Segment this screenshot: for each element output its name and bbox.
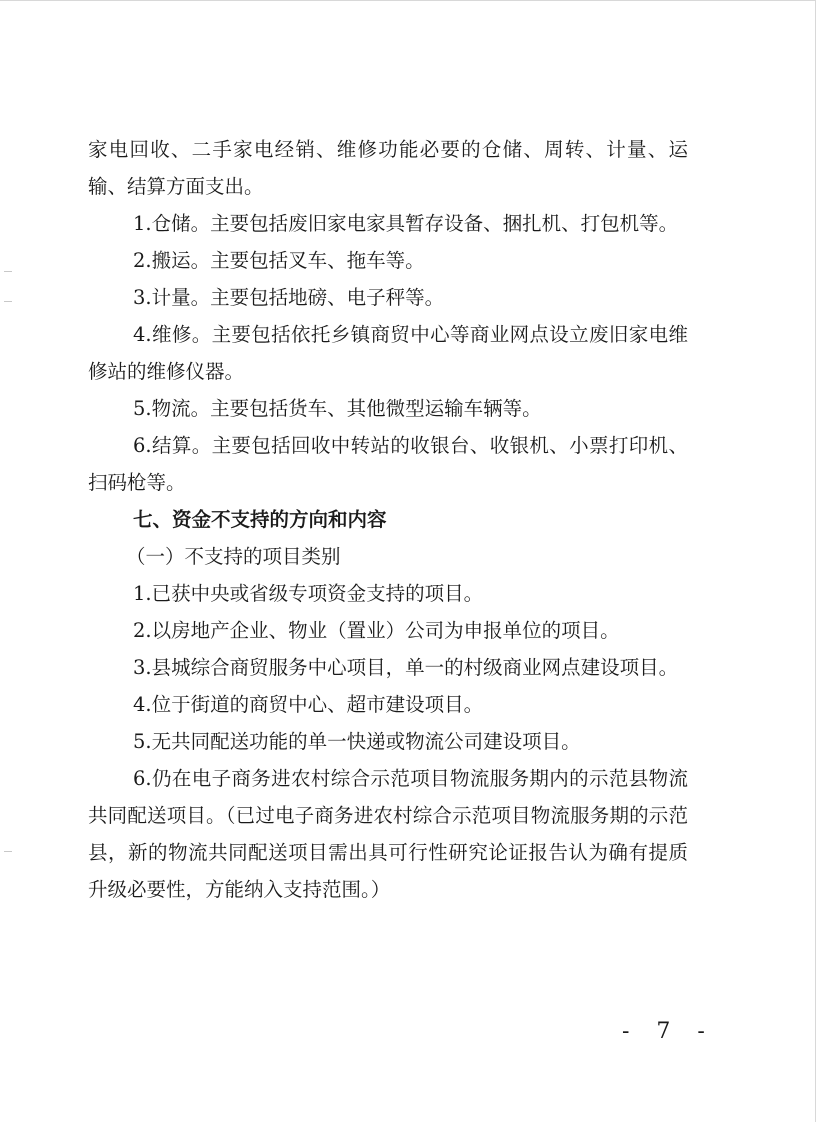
paragraph-item-settlement: 6.结算。主要包括回收中转站的收银台、收银机、小票打印机、扫码枪等。 xyxy=(88,434,688,494)
paragraph-item-handling: 2.搬运。主要包括叉车、拖车等。 xyxy=(133,249,425,272)
paragraph-item-metering: 3.计量。主要包括地磅、电子秤等。 xyxy=(133,286,445,309)
paragraph-item-storage: 1.仓储。主要包括废旧家电家具暂存设备、捆扎机、打包机等。 xyxy=(133,212,679,235)
paragraph-item-logistics: 5.物流。主要包括货车、其他微型运输车辆等。 xyxy=(133,397,542,420)
paragraph-exclusion-6: 6.仍在电子商务进农村综合示范项目物流服务期内的示范县物流共同配送项目。（已过电子商务进农村综合示范项目物流服务期的示范县，新的物流共同配送项目需出具可行性研究论证报告认为确有提质升级必要性，方能纳入支持范围。） xyxy=(88,767,688,901)
paragraph-exclusion-2: 2.以房地产企业、物业（置业）公司为申报单位的项目。 xyxy=(133,619,620,642)
scan-mark xyxy=(4,851,12,852)
page-number: - 7 - xyxy=(622,1019,715,1044)
section-heading: 七、资金不支持的方向和内容 xyxy=(133,508,387,531)
subsection-heading: （一）不支持的项目类别 xyxy=(126,545,341,568)
paragraph-exclusion-4: 4.位于街道的商贸中心、超市建设项目。 xyxy=(133,693,484,716)
paragraph-exclusion-3: 3.县城综合商贸服务中心项目，单一的村级商业网点建设项目。 xyxy=(133,656,679,679)
paragraph-exclusion-1: 1.已获中央或省级专项资金支持的项目。 xyxy=(133,582,484,605)
paragraph-intro: 家电回收、二手家电经销、维修功能必要的仓储、周转、计量、运输、结算方面支出。 xyxy=(88,138,688,198)
paragraph-item-repair: 4.维修。主要包括依托乡镇商贸中心等商业网点设立废旧家电维修站的维修仪器。 xyxy=(88,323,688,383)
scan-mark xyxy=(4,271,12,272)
paragraph-exclusion-5: 5.无共同配送功能的单一快递或物流公司建设项目。 xyxy=(133,730,581,753)
body-text xyxy=(88,131,688,908)
scan-mark xyxy=(4,301,12,302)
